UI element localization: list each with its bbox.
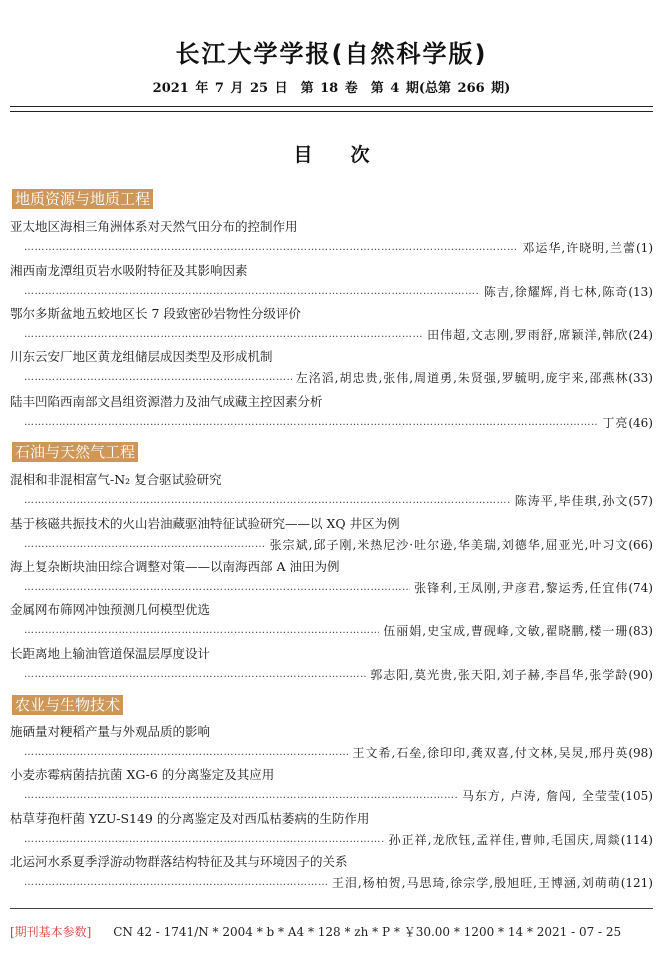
section-label: 农业与生物技术	[12, 695, 123, 715]
page-number: (24)	[628, 328, 653, 342]
section-header-petroleum	[12, 442, 138, 462]
article-authors: 丁亮	[602, 416, 629, 430]
article-title[interactable]: 海上复杂断块油田综合调整对策——以南海西部 A 油田为例	[10, 559, 340, 574]
journal-title: 长江大学学报(自然科学版)	[175, 40, 488, 68]
dot-leader	[24, 785, 458, 807]
dot-leader	[24, 872, 328, 894]
parameters-label: [期刊基本参数]	[10, 925, 92, 939]
page-number: (98)	[628, 746, 653, 760]
dot-leader	[24, 664, 366, 686]
article-authors: 王文希,石垒,徐印印,龚双喜,付文林,吴炅,邢丹英	[352, 746, 629, 760]
toc-entry[interactable]	[10, 347, 653, 389]
page-number: (74)	[628, 581, 653, 595]
parameters-value: CN 42 - 1741/N * 2004 * b * A4 * 128 * zh * P * ￥30.00 * 1200 * 14 * 2021 - 07 - 25	[113, 925, 622, 939]
article-authors: 王泪,杨柏贺,马思琦,徐宗学,殷旭旺,王博涵,刘萌萌	[331, 876, 621, 890]
article-title[interactable]: 鄂尔多斯盆地五蛟地区长 7 段致密砂岩物性分级评价	[10, 306, 301, 321]
page-number: (13)	[628, 285, 653, 299]
article-authors: 邓运华,许晓明,兰蕾	[522, 241, 636, 255]
article-title[interactable]: 北运河水系夏季浮游动物群落结构特征及其与环境因子的关系	[10, 854, 348, 869]
dot-leader	[24, 577, 410, 599]
dot-leader	[24, 620, 379, 642]
page-number: (33)	[628, 371, 653, 385]
dot-leader	[24, 534, 266, 556]
article-title[interactable]: 湘西南龙潭组页岩水吸附特征及其影响因素	[10, 263, 248, 278]
article-title[interactable]: 施硒量对粳稻产量与外观品质的影响	[10, 724, 211, 739]
page-number: (83)	[628, 624, 653, 638]
toc-heading: 目次	[293, 144, 408, 166]
toc-entry[interactable]	[10, 809, 653, 851]
issue-info: 2021 年 7 月 25 日 第 18 卷 第 4 期(总第 266 期)	[152, 81, 511, 96]
article-authors: 张锋利,王凤刚,尹彦君,黎运秀,任宜伟	[414, 581, 629, 595]
article-authors: 左洺滔,胡忠贵,张伟,周道勇,朱贤强,罗毓明,庞宇来,邵燕林	[295, 371, 629, 385]
footer-divider	[10, 908, 653, 909]
toc-entry[interactable]	[10, 557, 653, 599]
article-authors: 张宗斌,邱子刚,米热尼沙·吐尔逊,华美瑞,刘德华,屈亚光,叶习文	[269, 538, 629, 552]
header-divider	[10, 106, 653, 112]
section-header-agriculture	[12, 695, 123, 715]
page-number: (66)	[628, 538, 653, 552]
toc-entry[interactable]	[10, 514, 653, 556]
toc-entry[interactable]	[10, 852, 653, 894]
dot-leader	[24, 237, 518, 259]
article-authors: 陈吉,徐耀辉,肖七林,陈奇	[483, 285, 629, 299]
article-authors: 伍丽娟,史宝成,曹砚峰,文敏,翟晓鹏,楼一珊	[383, 624, 629, 638]
page-number: (46)	[628, 416, 653, 430]
dot-leader	[24, 367, 292, 389]
article-authors: 田伟超,文志刚,罗雨舒,席颖洋,韩欣	[427, 328, 629, 342]
section-header-geology	[12, 189, 153, 209]
dot-leader	[24, 490, 511, 512]
article-authors: 陈涛平,毕佳琪,孙文	[514, 494, 629, 508]
article-title[interactable]: 陆丰凹陷西南部文昌组资源潜力及油气成藏主控因素分析	[10, 394, 323, 409]
dot-leader	[24, 412, 598, 434]
toc-entry[interactable]	[10, 304, 653, 346]
article-authors: 孙正祥,龙欣钰,孟祥佳,曹帅,毛国庆,周燚	[388, 833, 621, 847]
page-number: (121)	[620, 876, 653, 890]
dot-leader	[24, 742, 348, 764]
article-title[interactable]: 基于核磁共振技术的火山岩油藏驱油特征试验研究——以 XQ 井区为例	[10, 516, 400, 531]
toc-entry[interactable]	[10, 765, 653, 807]
dot-leader	[24, 324, 423, 346]
toc-entry[interactable]	[10, 600, 653, 642]
toc-entry[interactable]	[10, 644, 653, 686]
page-number: (114)	[620, 833, 653, 847]
article-title[interactable]: 混相和非混相富气-N₂ 复合驱试验研究	[10, 472, 222, 487]
article-title[interactable]: 金属网布筛网冲蚀预测几何模型优选	[10, 602, 211, 617]
article-authors: 马东方, 卢涛, 詹闯, 全莹莹	[461, 789, 621, 803]
dot-leader	[24, 829, 385, 851]
article-title[interactable]: 小麦赤霉病菌拮抗菌 XG-6 的分离鉴定及其应用	[10, 767, 275, 782]
section-label: 地质资源与地质工程	[12, 189, 153, 209]
article-title[interactable]: 长距离地上输油管道保温层厚度设计	[10, 646, 211, 661]
page-number: (105)	[620, 789, 653, 803]
journal-parameters	[10, 923, 621, 940]
page-number: (90)	[628, 668, 653, 682]
toc-entry[interactable]	[10, 261, 653, 303]
article-title[interactable]: 枯草芽孢杆菌 YZU-S149 的分离鉴定及对西瓜枯萎病的生防作用	[10, 811, 370, 826]
article-title[interactable]: 亚太地区海相三角洲体系对天然气田分布的控制作用	[10, 219, 298, 234]
toc-entry[interactable]	[10, 217, 653, 259]
toc-entry[interactable]	[10, 722, 653, 764]
toc-entry[interactable]	[10, 470, 653, 512]
article-title[interactable]: 川东云安厂地区黄龙组储层成因类型及形成机制	[10, 349, 273, 364]
dot-leader	[24, 281, 480, 303]
toc-entry[interactable]	[10, 392, 653, 434]
page-number: (1)	[636, 241, 653, 255]
article-authors: 郭志阳,莫光贵,张天阳,刘子赫,李昌华,张学龄	[370, 668, 629, 682]
section-label: 石油与天然气工程	[12, 442, 138, 462]
page-number: (57)	[628, 494, 653, 508]
